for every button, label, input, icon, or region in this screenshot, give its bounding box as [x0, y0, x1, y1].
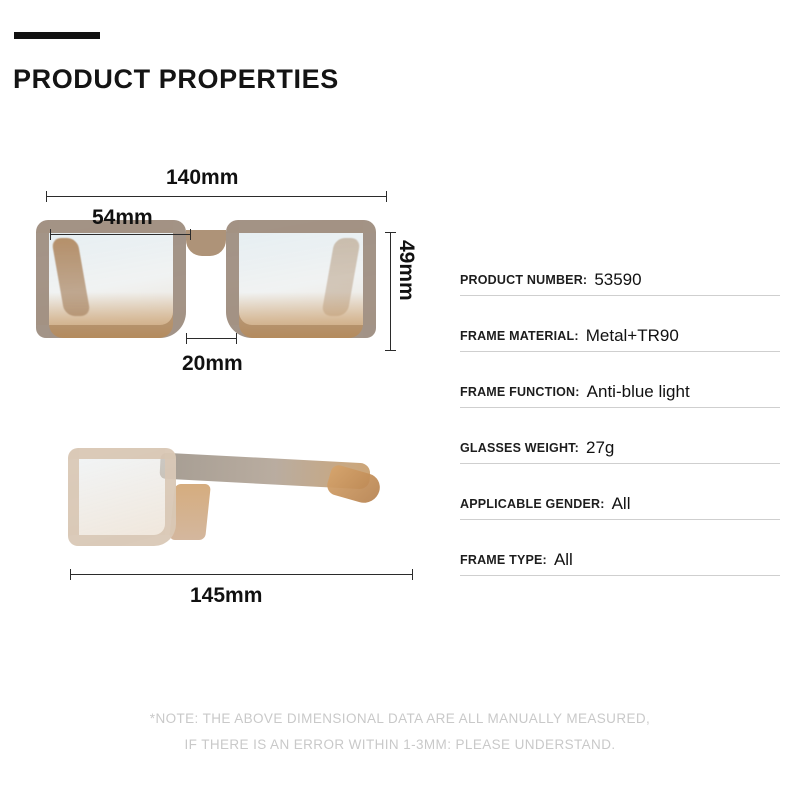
- total-width-label: 140mm: [166, 166, 239, 189]
- front-right-lens: [226, 220, 376, 338]
- lens-width-label: 54mm: [92, 206, 153, 229]
- temple-length-label: 145mm: [190, 584, 263, 607]
- bridge-width-line: [186, 338, 236, 339]
- spec-value-product-number: 53590: [594, 270, 642, 289]
- front-bridge: [186, 230, 226, 256]
- total-width-tick-right: [386, 191, 387, 202]
- spec-value-applicable-gender: All: [611, 494, 631, 513]
- spec-key-applicable-gender: APPLICABLE GENDER:: [460, 497, 605, 511]
- side-lens: [68, 448, 176, 546]
- temple-length-line: [70, 574, 412, 575]
- title-accent-bar: [14, 32, 100, 39]
- temple-length-tick-right: [412, 569, 413, 580]
- glasses-side-view: [60, 440, 390, 560]
- spec-value-frame-material: Metal+TR90: [585, 326, 679, 345]
- spec-key-product-number: PRODUCT NUMBER:: [460, 273, 588, 287]
- total-width-line: [46, 196, 386, 197]
- page-title: PRODUCT PROPERTIES: [13, 64, 339, 94]
- bridge-width-label: 20mm: [182, 352, 243, 375]
- spec-row-frame-material: [460, 296, 780, 352]
- spec-value-glasses-weight: 27g: [585, 438, 615, 457]
- spec-row-frame-type: [460, 520, 780, 576]
- spec-value-frame-type: All: [553, 550, 573, 569]
- total-width-tick-left: [46, 191, 47, 202]
- lens-height-line: [390, 232, 391, 350]
- spec-row-applicable-gender: [460, 464, 780, 520]
- dimension-illustration: [0, 140, 450, 660]
- measurement-note-line-2: IF THERE IS AN ERROR WITHIN 1-3MM: PLEASE UNDERSTAND.: [184, 737, 616, 752]
- spec-row-product-number: [460, 240, 780, 296]
- side-temple-tip: [325, 463, 383, 506]
- lens-width-line: [50, 234, 190, 235]
- spec-row-frame-function: [460, 352, 780, 408]
- measurement-note-line-1: *NOTE: THE ABOVE DIMENSIONAL DATA ARE ALL MANUALLY MEASURED,: [149, 711, 651, 726]
- spec-row-glasses-weight: [460, 408, 780, 464]
- glasses-front-view: [36, 220, 376, 350]
- spec-key-glasses-weight: GLASSES WEIGHT:: [460, 441, 579, 455]
- bridge-width-tick-left: [186, 333, 187, 344]
- bridge-width-tick-right: [236, 333, 237, 344]
- spec-list: [460, 240, 780, 576]
- lens-height-tick-top: [385, 232, 396, 233]
- lens-width-tick-left: [50, 229, 51, 240]
- lens-height-tick-bottom: [385, 350, 396, 351]
- spec-key-frame-material: FRAME MATERIAL:: [460, 329, 579, 343]
- spec-key-frame-function: FRAME FUNCTION:: [460, 385, 580, 399]
- lens-height-label: 49mm: [395, 240, 418, 301]
- spec-key-frame-type: FRAME TYPE:: [460, 553, 547, 567]
- temple-length-tick-left: [70, 569, 71, 580]
- spec-value-frame-function: Anti-blue light: [586, 382, 690, 401]
- lens-width-tick-right: [190, 229, 191, 240]
- measurement-note: [0, 706, 800, 758]
